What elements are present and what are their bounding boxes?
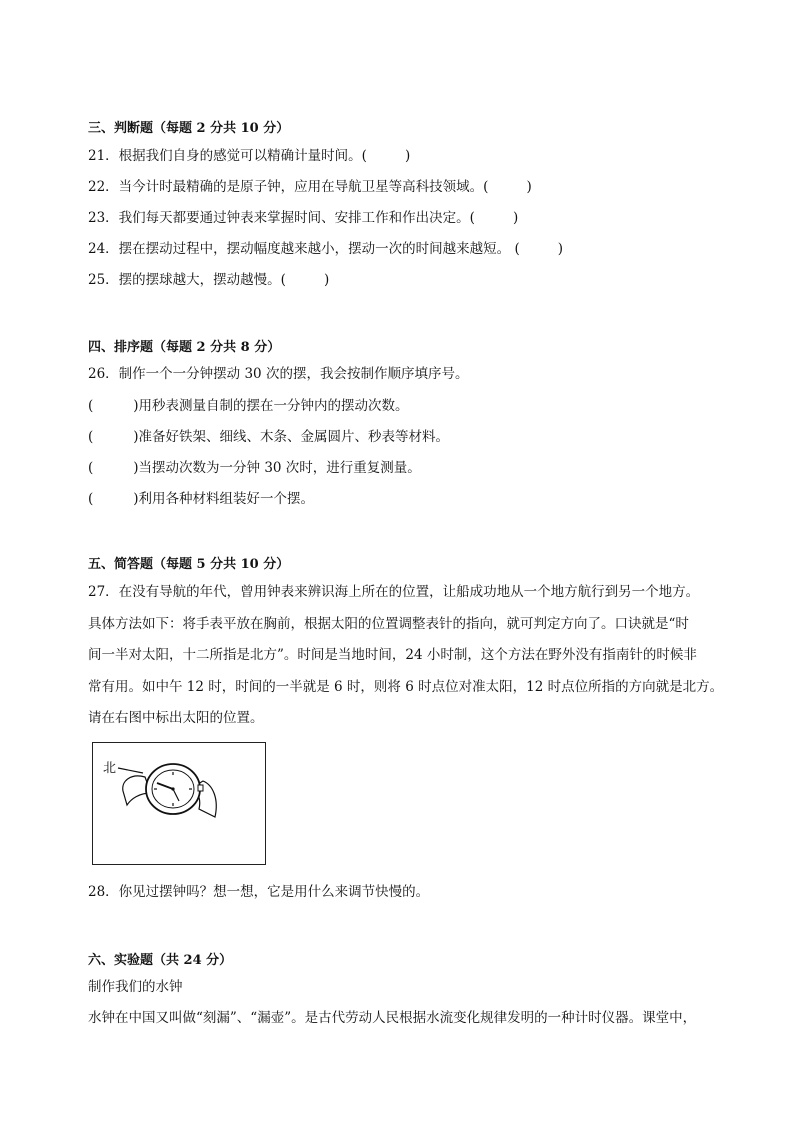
question-27-line: 请在右图中标出太阳的位置。 <box>88 710 264 726</box>
section-heading-short-answer: 五、简答题（每题 5 分共 10 分） <box>88 557 290 572</box>
question-text: 24．摆在摆动过程中，摆动幅度越来越小，摆动一次的时间越来越短。 ( <box>88 241 520 257</box>
paren-close: ) <box>557 241 564 257</box>
order-step <box>88 489 314 509</box>
question-text: 23．我们每天都要通过钟表来掌握时间、安排工作和作出决定。( <box>88 210 475 226</box>
step-text: )准备好铁架、细线、木条、金属圆片、秒表等材料。 <box>133 429 450 445</box>
question-24 <box>88 239 563 259</box>
step-text: )用秒表测量自制的摆在一分钟内的摆动次数。 <box>133 398 409 414</box>
paren-open: ( <box>88 398 94 414</box>
order-step <box>88 396 409 416</box>
wristwatch-icon <box>93 743 264 863</box>
paren-close: ) <box>323 272 330 288</box>
question-text: 22．当今计时最精确的是原子钟，应用在导航卫星等高科技领域。( <box>88 179 489 195</box>
step-text: )当摆动次数为一分钟 30 次时，进行重复测量。 <box>133 460 421 476</box>
paren-close: ) <box>404 148 411 164</box>
question-27-line: 27．在没有导航的年代，曾用钟表来辨识海上所在的位置，让船成功地从一个地方航行到另一个地方。 <box>88 584 700 600</box>
question-26: 26．制作一个一分钟摆动 30 次的摆，我会按制作顺序填序号。 <box>88 366 469 382</box>
section-heading-experiment: 六、实验题（共 24 分） <box>88 953 233 968</box>
section-heading-ordering: 四、排序题（每题 2 分共 8 分） <box>88 340 281 355</box>
north-label: 北 <box>103 761 117 776</box>
paren-close: ) <box>526 179 532 195</box>
paren-open: ( <box>88 429 94 445</box>
question-27-line: 具体方法如下：将手表平放在胸前，根据太阳的位置调整表针的指向，就可判定方向了。口诀就是“时 <box>88 616 689 632</box>
experiment-intro: 水钟在中国又叫做“刻漏”、“漏壶”。是古代劳动人民根据水流变化规律发明的一种计时仪器。课堂中， <box>88 1010 697 1026</box>
question-28: 28．你见过摆钟吗？想一想，它是用什么来调节快慢的。 <box>88 884 430 900</box>
experiment-subtitle: 制作我们的水钟 <box>88 979 183 995</box>
question-27-line: 常有用。如中午 12 时，时间的一半就是 6 时，则将 6 时点位对准太阳，12 时点位所指的方向就是北方。 <box>88 679 724 695</box>
order-step <box>88 427 449 447</box>
question-25 <box>88 270 329 290</box>
watch-figure[interactable] <box>92 742 266 865</box>
section-heading-judgment: 三、判断题（每题 2 分共 10 分） <box>88 121 290 136</box>
question-text: 21．根据我们自身的感觉可以精确计量时间。( <box>88 148 367 164</box>
question-21 <box>88 146 410 166</box>
question-27-line: 间一半对太阳，十二所指是北方”。时间是当地时间，24 小时制，这个方法在野外没有指南针的时候非 <box>88 647 697 663</box>
question-text: 25．摆的摆球越大，摆动越慢。( <box>88 272 286 288</box>
step-text: )利用各种材料组装好一个摆。 <box>133 491 315 507</box>
paren-close: ) <box>512 210 519 226</box>
question-22 <box>88 177 532 197</box>
paren-open: ( <box>88 491 94 507</box>
question-23 <box>88 208 518 228</box>
paren-open: ( <box>88 460 94 476</box>
order-step <box>88 458 421 478</box>
